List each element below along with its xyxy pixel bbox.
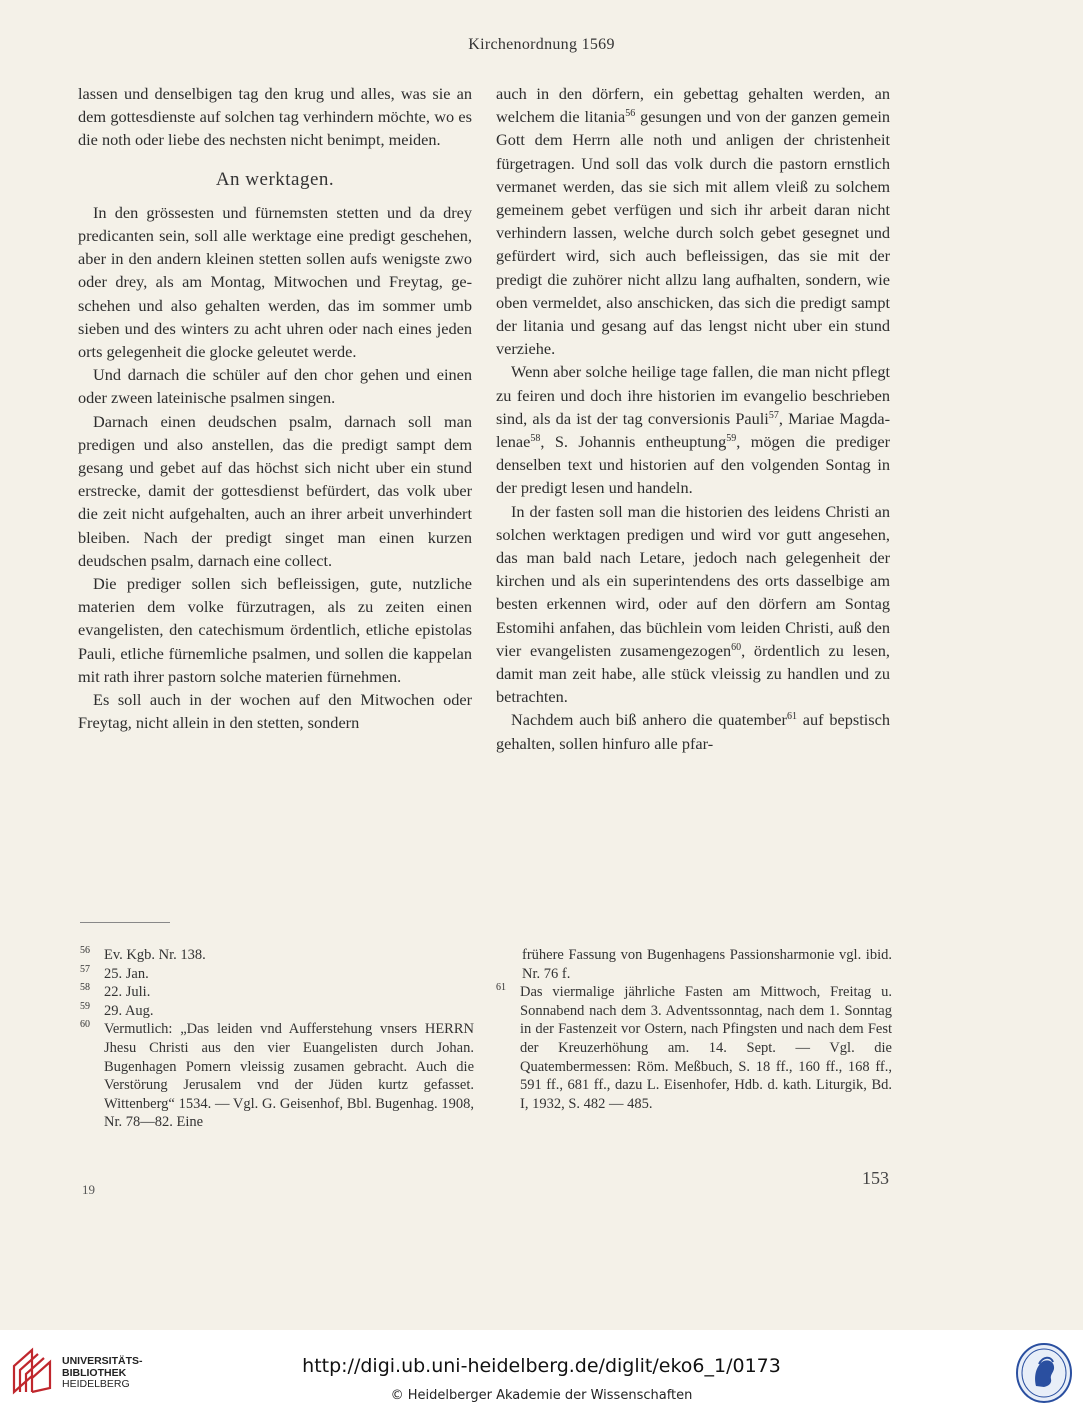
footnote-ref[interactable]: 58 [530,433,541,445]
footnote: $^{59}$ 29. Aug. [80,1000,154,1019]
footnote-ref[interactable]: 56 [625,108,636,120]
paragraph: Die prediger sollen sich befleissigen, gute, nutzliche materien dem volke fürzutragen, als zu zeiten einen evangelisten, den catechismum ördentlich, etliche epistolas Pauli, etliche fürnemliche psalmen, und sollen die kappelan mit rath ihrer pastorn solche materien fürnehmen. [78,574,472,686]
footnotes-left [80,946,474,1132]
paragraph: Es soll auch in der wochen auf den Mitwochen oder Freytag, nicht allein in den stetten, sondern [78,690,472,733]
copyright-notice: © Heidelberger Akademie der Wissenschaften [390,1388,693,1403]
section-heading: An werktagen. [215,168,335,190]
paragraph: Nachdem auch biß anhero die quatember$^{61}$ auf bepstisch gehalten, sollen hinfuro alle pfar- [496,710,891,753]
paragraph: auch in den dörfern, ein gebettag gehalten werden, an welchem die litania$^{56}$ gesungen und von der ganzen gemein Gott dem Herrn alle noth und anligen der christenheit fürgetragen. Und soll das volk durch die pastorn ernstlich vermanet werden, das sie sich mit allem vleiß zu solchem gemeinem gebet verfügen und sich ihr arbeit daran nicht verhindern lassen, welche durch solch gebet gesegnet und gefürdert wird, sich auch befleissigen, das sie mit der predigt die zuhörer nicht allzu lang aufhalten, sondern, wie oben vermeldet, also anschicken, das sich die predigt sampt der litania und gesang auf das lengst nicht uber ein stund verziehe. [496,84,890,359]
viewer-footer [0,1330,1083,1416]
running-head: Kirchenordnung 1569 [468,36,615,53]
footnote-continuation: frühere Fassung von Bugenhagens Passionsharmonie vgl. ibid. Nr. 76 f. [522,947,892,982]
paragraph: Wenn aber solche heilige tage fallen, die man nicht pflegt zu feiren und doch ihre historien im evangelio beschrieben sind, als da ist der tag conversionis Pauli$^{57}$, Mariae Magdalenae$^{58}$, S. Johannis entheuptung$^{59}$, mögen die prediger denselben text und historien auf den volgenden Sontag in der predigt lesen und handeln. [496,362,890,498]
right-column [496,82,890,755]
paragraph: In der fasten soll man die historien des leidens Christi an solchen werktagen predigen und wird vor gutt angesehen, das man bald nach Letare, jedoch nach gelegenheit der kirchen und als ein superintendens des orts dasselbige am besten erkennen wird, oder auf den dörfern am Sontag Estomihi anfahen, das büchlein vom leiden Christi, auß den vier evangelisten zusamengezogen$^{60}$, ördentlich zu lesen, damit man zeit habe, alle stück vleissig zu handlen und zu betrachten. [496,501,891,707]
footnote-ref[interactable]: 61 [786,711,797,723]
permalink-url[interactable]: http://digi.ub.uni-heidelberg.de/diglit/eko6_1/0173 [302,1355,781,1377]
footnote: $^{61}$ Das viermalige jährliche Fasten am Mittwoch, Freitag u. Sonnabend nach dem 3. Adventssonntag, nach dem 1. Sonntag in der Fastenzeit vor Ostern, nach Pfingsten und nach dem Fest der Kreuzerhöhung am. 14. Sept. — Vgl. die Quatembermessen: Röm. Meßbuch, S. 18 ff., 160 ff., 168 ff., 591 ff., 681 ff., dazu L. Eisenhofer, Hdb. d. kath. Liturgik, Bd. I, 1932, S. 482 — 485. [496,982,892,1112]
paragraph: Und darnach die schüler auf den chor gehen und einen oder zween lateinische psalmen singen. [78,365,472,408]
footnote: $^{58}$ 22. Juli. [80,982,151,1001]
signature-mark: 19 [82,1182,95,1197]
left-column [78,82,472,734]
library-name: UNIVERSITÄTS- BIBLIOTHEK HEIDELBERG [62,1355,143,1390]
page-number: 153 [862,1168,889,1188]
footnote-ref[interactable]: 60 [731,641,742,653]
academy-seal-icon [1015,1342,1073,1404]
footnote-ref[interactable]: 59 [726,433,737,445]
footnote-divider [80,922,170,923]
footnote-ref[interactable]: 57 [768,409,779,421]
paragraph: In den grössesten und fürnemsten stetten und da drey predicanten sein, soll alle werktage eine predigt geschehen, aber in den andern kleinen stetten sollen aufs wenigste zwo oder drey, als am Montag, Mitwochen und Freytag, geschehen und also gehalten werden, das im sommer umb sieben und des winters zu acht uhren oder nach eines jeden orts gelegenheit die glocke geleutet werde. [78,202,472,362]
footnote: $^{60}$ Vermutlich: „Das leiden vnd Aufferstehung vnsers HERRN Jhesu Christi aus den vier Euangelisten durch Johan. Bugenhagen Pomern vleissig zusamen gebracht. Auch die Verstörung Jerusalem vnd der Jüden kurtz gefasset. Wittenberg“ 1534. — Vgl. G. Geisenhof, Bbl. Bugenhag. 1908, Nr. 78—82. Eine [80,1019,474,1131]
paragraph: lassen und denselbigen tag den krug und alles, was sie an dem gottesdienste auf solchen tag verhindern möchte, wo es die noth oder liebe des nechsten nicht benimpt, meiden. [78,84,472,150]
footnote: $^{57}$ 25. Jan. [80,963,149,982]
footnotes-right [496,946,892,1113]
paragraph: Darnach einen deudschen psalm, darnach soll man predigen und also anstellen, das die predigt sampt dem gesang und gebet auf das höchst sich nicht uber ein stund erstrecke, damit der gottesdienst befürdert, das volk uber die zeit nicht aufgehalten, auch an ihrer arbeit unverhindert bleiben. Nach der predigt singet man einen kurzen deudschen psalm, darnach eine collect. [78,411,472,570]
footnote: $^{56}$ Ev. Kgb. Nr. 138. [80,945,206,963]
